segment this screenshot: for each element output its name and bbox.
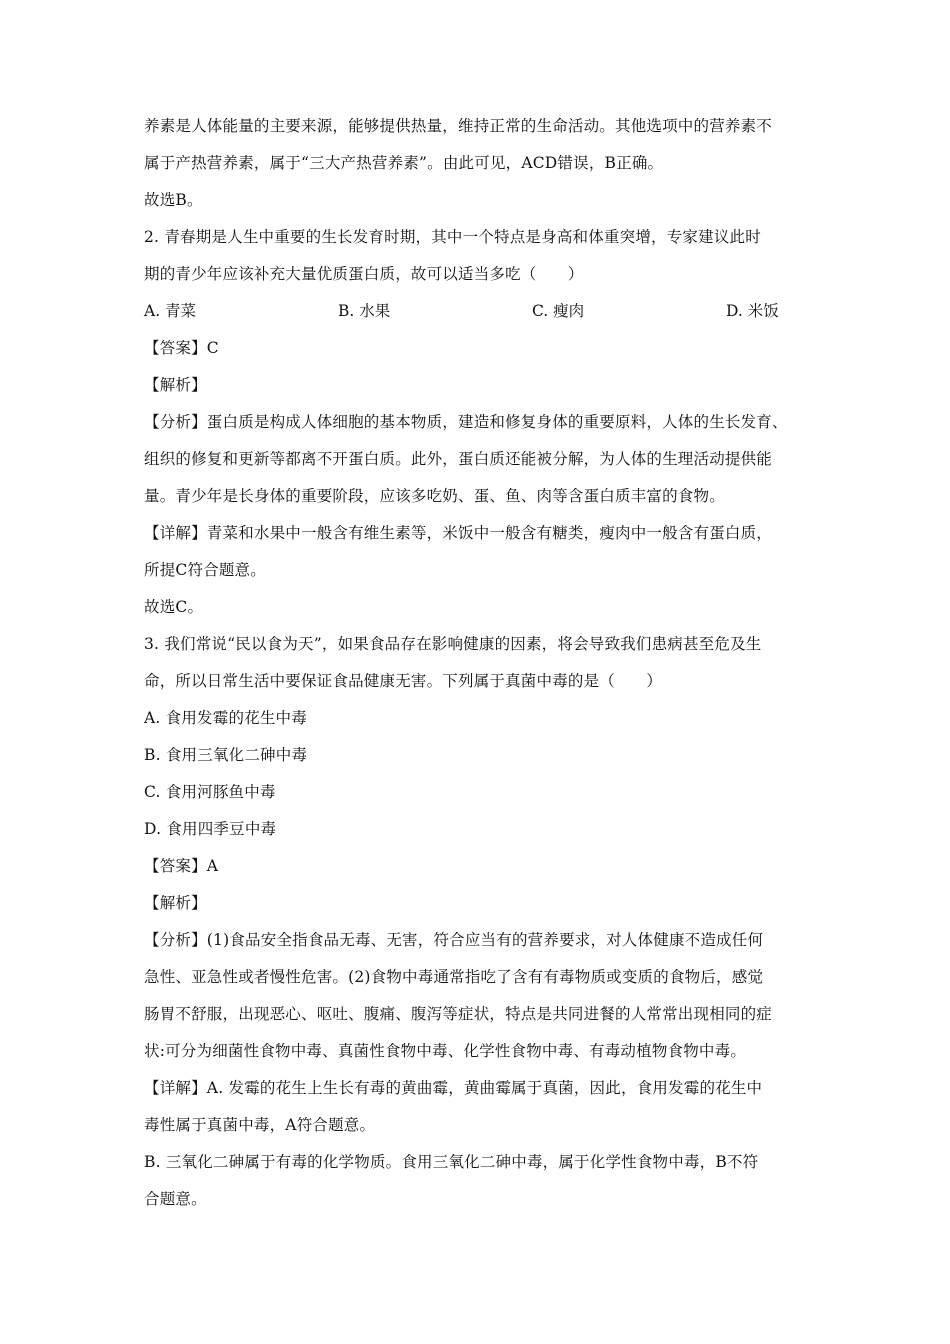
option-d: D. 米饭 [726, 302, 779, 320]
text-line: 故选B。 [144, 191, 203, 209]
text-line: 状:可分为细菌性食物中毒、真菌性食物中毒、化学性食物中毒、有毒动植物食物中毒。 [144, 1042, 747, 1060]
text-line: 【分析】蛋白质是构成人体细胞的基本物质，建造和修复身体的重要原料，人体的生长发育、 [144, 413, 788, 431]
text-line: B. 三氧化二砷属于有毒的化学物质。食用三氧化二砷中毒，属于化学性食物中毒，B不符 [144, 1153, 759, 1171]
option-b: B. 水果 [338, 302, 391, 320]
text-line: 毒性属于真菌中毒，A符合题意。 [144, 1116, 376, 1134]
text-line: 合题意。 [144, 1190, 207, 1208]
option-b: B. 食用三氧化二砷中毒 [144, 746, 308, 764]
question-2-options [144, 301, 816, 321]
analysis-label: 【解析】 [144, 894, 207, 912]
answer-label: 【答案】A [144, 857, 219, 875]
analysis-label: 【解析】 [144, 376, 207, 394]
text-line: 组织的修复和更新等都离不开蛋白质。此外，蛋白质还能被分解，为人体的生理活动提供能 [144, 450, 773, 468]
option-a: A. 食用发霉的花生中毒 [144, 709, 307, 727]
text-line: 急性、亚急性或者慢性危害。(2)食物中毒通常指吃了含有有毒物质或变质的食物后，感觉 [144, 968, 764, 986]
question-3-stem: 命，所以日常生活中要保证食品健康无害。下列属于真菌中毒的是（ ） [144, 672, 663, 690]
answer-label: 【答案】C [144, 339, 219, 357]
question-2-stem: 2. 青春期是人生中重要的生长发育时期，其中一个特点是身高和体重突增，专家建议此时 [144, 228, 761, 246]
option-c: C. 食用河豚鱼中毒 [144, 783, 276, 801]
text-line: 【详解】青菜和水果中一般含有维生素等，米饭中一般含有糖类，瘦肉中一般含有蛋白质， [144, 524, 773, 542]
question-3-stem: 3. 我们常说“民以食为天”，如果食品存在影响健康的因素，将会导致我们患病甚至危及生 [144, 635, 762, 653]
option-c: C. 瘦肉 [532, 302, 585, 320]
text-line: 量。青少年是长身体的重要阶段，应该多吃奶、蛋、鱼、肉等含蛋白质丰富的食物。 [144, 487, 725, 505]
document-page [144, 116, 816, 1209]
text-line: 故选C。 [144, 598, 204, 616]
option-d: D. 食用四季豆中毒 [144, 820, 277, 838]
question-2-stem: 期的青少年应该补充大量优质蛋白质，故可以适当多吃（ ） [144, 265, 584, 283]
text-line: 所提C符合题意。 [144, 561, 266, 579]
option-a: A. 青菜 [144, 302, 197, 320]
text-line: 属于产热营养素，属于“三大产热营养素”。由此可见，ACD错误，B正确。 [144, 154, 664, 172]
text-line: 肠胃不舒服，出现恶心、呕吐、腹痛、腹泻等症状，特点是共同进餐的人常常出现相同的症 [144, 1005, 773, 1023]
text-line: 【分析】(1)食品安全指食品无毒、无害，符合应当有的营养要求，对人体健康不造成任何 [144, 931, 764, 949]
text-line: 【详解】A. 发霉的花生上生长有毒的黄曲霉，黄曲霉属于真菌，因此，食用发霉的花生中 [144, 1079, 763, 1097]
text-line: 养素是人体能量的主要来源，能够提供热量，维持正常的生命活动。其他选项中的营养素不 [144, 117, 773, 135]
